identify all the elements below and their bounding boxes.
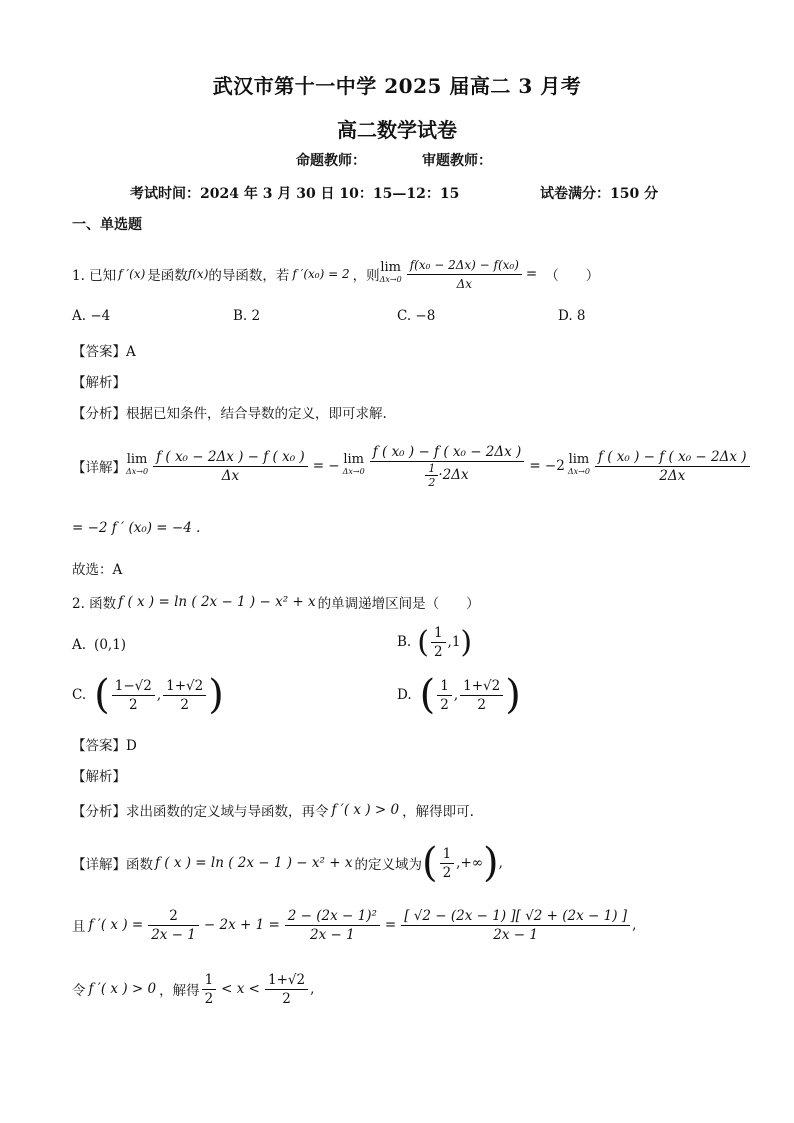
q1-fx: f(x)	[187, 267, 209, 281]
q2-qie: 且	[72, 919, 86, 935]
q2-jiede: ，解得	[159, 983, 200, 999]
q1-text1: 是函数	[147, 268, 188, 284]
q2-option-d: D. ( $\frac{1}{2}$ , $\frac{1+√2}{2}$ )	[397, 672, 521, 718]
q2-option-b: B. ( $\frac{1}{2}$ ,1 )	[397, 624, 473, 660]
q1-limit: lim Δx→0	[379, 260, 402, 284]
q2-detail-t1: 函数	[126, 857, 153, 873]
exam-score: 试卷满分：150 分	[540, 186, 659, 202]
q2-solve: 令 f ′( x ) > 0 ，解得 $\frac{1}{2}$ < x < $\frac{1+√2}{2}$ ,	[72, 971, 315, 1007]
q1-answer-value: A	[126, 344, 136, 360]
q2-detail-tag: 【详解】	[72, 857, 126, 873]
q2-option-c: C. ( $\frac{1-√2}{2}$ , $\frac{1+√2}{2}$ )	[72, 672, 224, 718]
q2-fenxi: 【分析】 求出函数的定义域与导函数，再令 f ′( x ) > 0 ，解得即可.	[72, 802, 474, 820]
q2-fenxi-text1: 求出函数的定义域与导函数，再令	[126, 804, 329, 820]
q1-option-c: C. −8	[397, 308, 436, 324]
q2-fenxi-tag: 【分析】	[72, 804, 126, 820]
q1-result: = −2 f ′ (x₀) = −4 .	[72, 520, 201, 536]
q2-option-c-label: C.	[72, 687, 87, 703]
q1-option-d: D. 8	[558, 308, 586, 324]
q1-detail-frac1: $\frac{\text{f ( x₀ − 2Δx ) − f ( x₀ )}}{\Delta x}$	[153, 448, 308, 485]
q2-option-d-label: D.	[397, 687, 412, 703]
q1-detail: 【详解】 lim Δx→0 $\frac{\text{f ( x₀ − 2Δx ) − f ( x₀ )}}{\Delta x}$ = − lim Δx→0 f ( x₀ ) − f ( x₀ − 2Δx ) $\frac{1}{2}$ ·2Δx = −2 lim Δx→0 $\frac{\text{f ( x₀ ) − f ( x₀ − 2Δx )}}{2\Delta x}$	[72, 436, 752, 496]
q2-answer	[72, 734, 137, 754]
q1-detail-frac3: $\frac{\text{f ( x₀ ) − f ( x₀ − 2Δx )}}{2\Delta x}$	[595, 448, 750, 485]
exam-time: 考试时间：2024 年 3 月 30 日 10：15—12：15	[130, 186, 460, 202]
q2-answer-tag: 【答案】	[72, 738, 126, 754]
q1-detail-lim2: lim Δx→0	[342, 452, 365, 476]
page-subtitle: 高二数学试卷	[337, 118, 457, 142]
q1-answer-tag: 【答案】	[72, 344, 126, 360]
q2-answer-value: D	[126, 738, 137, 754]
q1-detail-lim3: lim Δx→0	[567, 452, 590, 476]
question-1: 1. 已知 f ′(x) 是函数 f(x) 的导函数，若 f ′(x₀) = 2 ，则 lim Δx→0 $\frac{\text{f(x₀ − 2Δx) − f(x₀)}}{\Delta x}$ = （ ）	[72, 257, 600, 291]
q2-detail: 【详解】 函数 f ( x ) = ln ( 2x − 1 ) − x² + x 的定义域为 ( $\frac{1}{2}$ ,+∞ ) ,	[72, 840, 503, 886]
q1-detail-lim1: lim Δx→0	[126, 452, 149, 476]
q1-text3: ，则	[352, 268, 380, 284]
q1-fenxi-text: 根据已知条件，结合导数的定义，即可求解.	[126, 406, 387, 422]
q1-text2: 的导函数，若	[208, 268, 290, 284]
q2-ling: 令	[72, 983, 86, 999]
q2-option-a	[72, 630, 126, 660]
q1-paren: （ ）	[545, 268, 600, 284]
q2-suffix: 的单调递增区间是（ ）	[317, 596, 480, 612]
author-label: 命题教师：	[296, 153, 366, 169]
q1-option-a: A. −4	[72, 308, 111, 324]
q1-detail-tag: 【详解】	[72, 460, 126, 476]
question-2	[72, 592, 480, 612]
q2-option-b-label: B.	[397, 634, 412, 650]
q2-analysis-tag: 【解析】	[72, 769, 126, 785]
section-heading: 一、单选题	[72, 217, 142, 233]
q2-fenxi-text2: ，解得即可.	[402, 804, 474, 820]
q2-prefix: 2. 函数	[72, 596, 117, 612]
q1-prefix: 1. 已知	[72, 268, 117, 284]
q1-condition: f ′(x₀) = 2	[292, 267, 350, 281]
q1-fprime: f ′(x)	[118, 267, 146, 281]
page-title: 武汉市第十一中学 2025 届高二 3 月考	[212, 74, 582, 98]
q1-option-b: B. 2	[233, 308, 261, 324]
q1-choose: 故选：A	[72, 562, 123, 578]
q2-detail-t2: 的定义域为	[354, 857, 422, 873]
q1-analysis-tag: 【解析】	[72, 375, 126, 391]
q2-derivative: 且 f ′( x ) = $\frac{2}{2x - 1}$ − 2x + 1 = $\frac{\text{2 − (2x − 1)²}}{2x - 1}$ = $\frac{[ √2 - (2x - 1) ][ √2 + (2x - 1) ]}{2x - 1}$ ,	[72, 907, 637, 943]
q1-fenxi	[72, 402, 387, 422]
q1-fenxi-tag: 【分析】	[72, 406, 126, 422]
q1-detail-frac2: f ( x₀ ) − f ( x₀ − 2Δx ) $\frac{1}{2}$ ·2Δx	[370, 443, 525, 489]
q2-option-a-label: A.	[72, 637, 87, 653]
q2-function: f ( x ) = ln ( 2x − 1 ) − x² + x	[118, 594, 316, 610]
reviewer-label: 审题教师：	[422, 153, 492, 169]
q2-option-a-value: (0,1)	[94, 637, 127, 653]
q1-answer	[72, 340, 136, 360]
q1-fraction: $\frac{\text{f(x₀ − 2Δx) − f(x₀)}}{\Delta x}$	[407, 256, 522, 293]
